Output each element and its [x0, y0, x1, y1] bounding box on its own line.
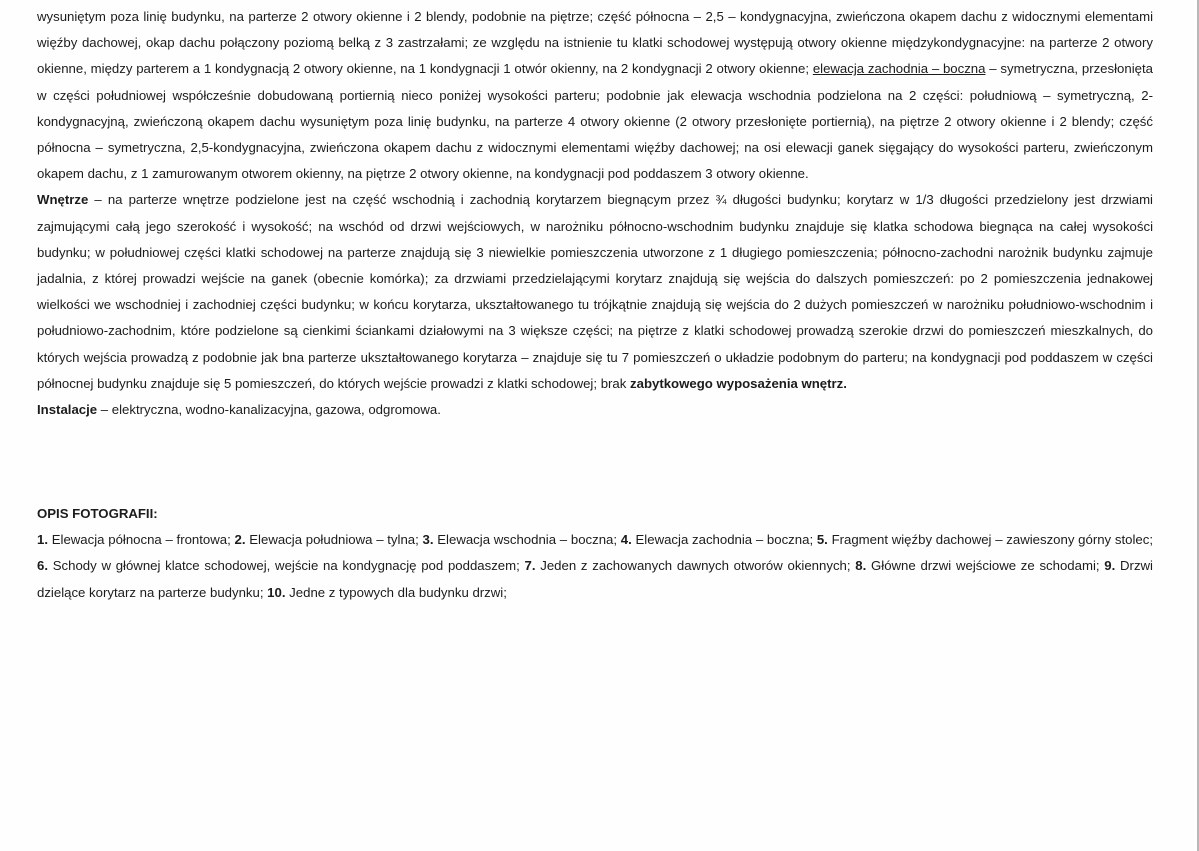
- paragraph-elevations: [37, 4, 1153, 187]
- photo-number: 4.: [620, 532, 632, 548]
- underlined-heading-west-elevation: elewacja zachodnia – boczna: [812, 61, 986, 77]
- installations-label: Instalacje: [37, 402, 98, 418]
- photo-number: 3.: [422, 532, 434, 548]
- photo-number: 9.: [1104, 558, 1116, 574]
- photo-number: 1.: [37, 532, 48, 548]
- photo-number: 7.: [524, 558, 536, 574]
- photo-caption: Drzwi dzielące korytarz na parterze budynku;: [37, 558, 1153, 600]
- photo-caption: Elewacja zachodnia – boczna;: [631, 532, 817, 548]
- spacer: [37, 423, 1153, 501]
- interior-bold-tail: zabytkowego wyposażenia wnętrz.: [630, 375, 847, 391]
- paragraph-installations: [37, 397, 1153, 423]
- interior-label: Wnętrze: [37, 192, 89, 208]
- document-body: [37, 4, 1153, 606]
- photo-number: 6.: [37, 558, 48, 574]
- photo-caption: Główne drzwi wejściowe ze schodami;: [866, 558, 1105, 574]
- photo-number: 10.: [267, 584, 286, 600]
- photo-number: 2.: [234, 532, 246, 548]
- photo-caption: Elewacja północna – frontowa;: [48, 532, 235, 548]
- paragraph-text: – na parterze wnętrze podzielone jest na część wschodnią i zachodnią korytarzem biegnącym przez ¾ długości budynku; korytarz w 1/3 długości przedzielony jest drzwiami zajmującymi całą jego szerokość i wysokość; na wschód od drzwi wejściowych, w narożniku północno-wschodnim budynku znajduje się klatka schodowa biegnąca na całej wysokości budynku; w południowej części klatki schodowej na parterze znajdują się 3 niewielkie pomieszczenia utworzone z 1 długiego pomieszczenia; północno-zachodni narożnik budynku zajmuje jadalnia, z której prowadzi wejście na ganek (obecnie komórka); za drzwiami przedzielającymi korytarz znajdują się wejścia do dalszych pomieszczeń: po 2 pomieszczenia jednakowej wielkości we wschodniej i zachodniej części budynku; w końcu korytarza, ukształtowanego tu trójkątnie znajdują się wejścia do 2 dużych pomieszczeń w narożniku południowo-wschodnim i południowo-zachodnim, które podzielone są cienkimi ściankami działowymi na 3 większe części; na piętrze z klatki schodowej prowadzą szerokie drzwi do pomieszczeń mieszkalnych, do których wejścia prowadzą z podobnie jak bna parterze ukształtowanego korytarza – znajduje się tu 7 pomieszczeń o układzie podobnym do parteru; na kondygnacji pod poddaszem w części północnej budynku znajduje się 5 pomieszczeń, do których wejście prowadzi z klatki schodowej; brak: [37, 192, 1153, 391]
- photo-caption: Jeden z zachowanych dawnych otworów okiennych;: [535, 558, 856, 574]
- photo-number: 8.: [855, 558, 867, 574]
- photo-caption: Jedne z typowych dla budynku drzwi;: [285, 584, 507, 600]
- photo-caption: Schody w głównej klatce schodowej, wejście na kondygnację pod poddaszem;: [48, 558, 525, 574]
- photo-caption: Fragment więźby dachowej – zawieszony górny stolec;: [827, 532, 1153, 548]
- paragraph-text: wysuniętym poza linię budynku, na parterze 2 otwory okienne i 2 blendy, podobnie na piętrze; część północna – 2,5 – kondygnacyjna, zwieńczona okapem dachu z widocznymi elementami więźby dachowej, okap dachu połączony poziomą belką z 3 zastrzałami; ze względu na istnienie tu klatki schodowej występują otwory okienne międzykondygnacyjne: na parterze 2 otwory okienne, między parterem a 1 kondygnacją 2 otwory okienne, na 1 kondygnacji 1 otwór okienny, na 2 kondygnacji 2 otwory okienne;: [37, 9, 1153, 77]
- paragraph-text: – elektryczna, wodno-kanalizacyjna, gazowa, odgromowa.: [97, 402, 441, 418]
- paragraph-interior: [37, 187, 1153, 397]
- paragraph-text: – symetryczna, przesłonięta w części południowej współcześnie dobudowaną portiernią nieco poniżej wysokości parteru; podobnie jak elewacja wschodnia podzielona na 2 części: południową – symetryczną, 2-kondygnacyjną, zwieńczoną okapem dachu wysuniętym poza linię budynku, na parterze 4 otwory okienne (2 otwory przesłonięte portiernią), na piętrze 2 otwory okienne i 2 blendy; część północna – symetryczna, 2,5-kondygnacyjna, zwieńczona okapem dachu z widocznymi elementami więźby dachowej; na osi elewacji ganek sięgający do wysokości parteru, zwieńczonym okapem dachu, z 1 zamurowanym otworem okienny, na piętrze 2 otwory okienne, na kondygnacji pod poddaszem 3 otwory okienne.: [37, 61, 1153, 182]
- photo-number: 5.: [816, 532, 828, 548]
- photo-caption: Elewacja wschodnia – boczna;: [433, 532, 621, 548]
- photos-heading: OPIS FOTOGRAFII:: [37, 506, 158, 522]
- photo-descriptions: [37, 527, 1153, 606]
- photo-caption: Elewacja południowa – tylna;: [245, 532, 423, 548]
